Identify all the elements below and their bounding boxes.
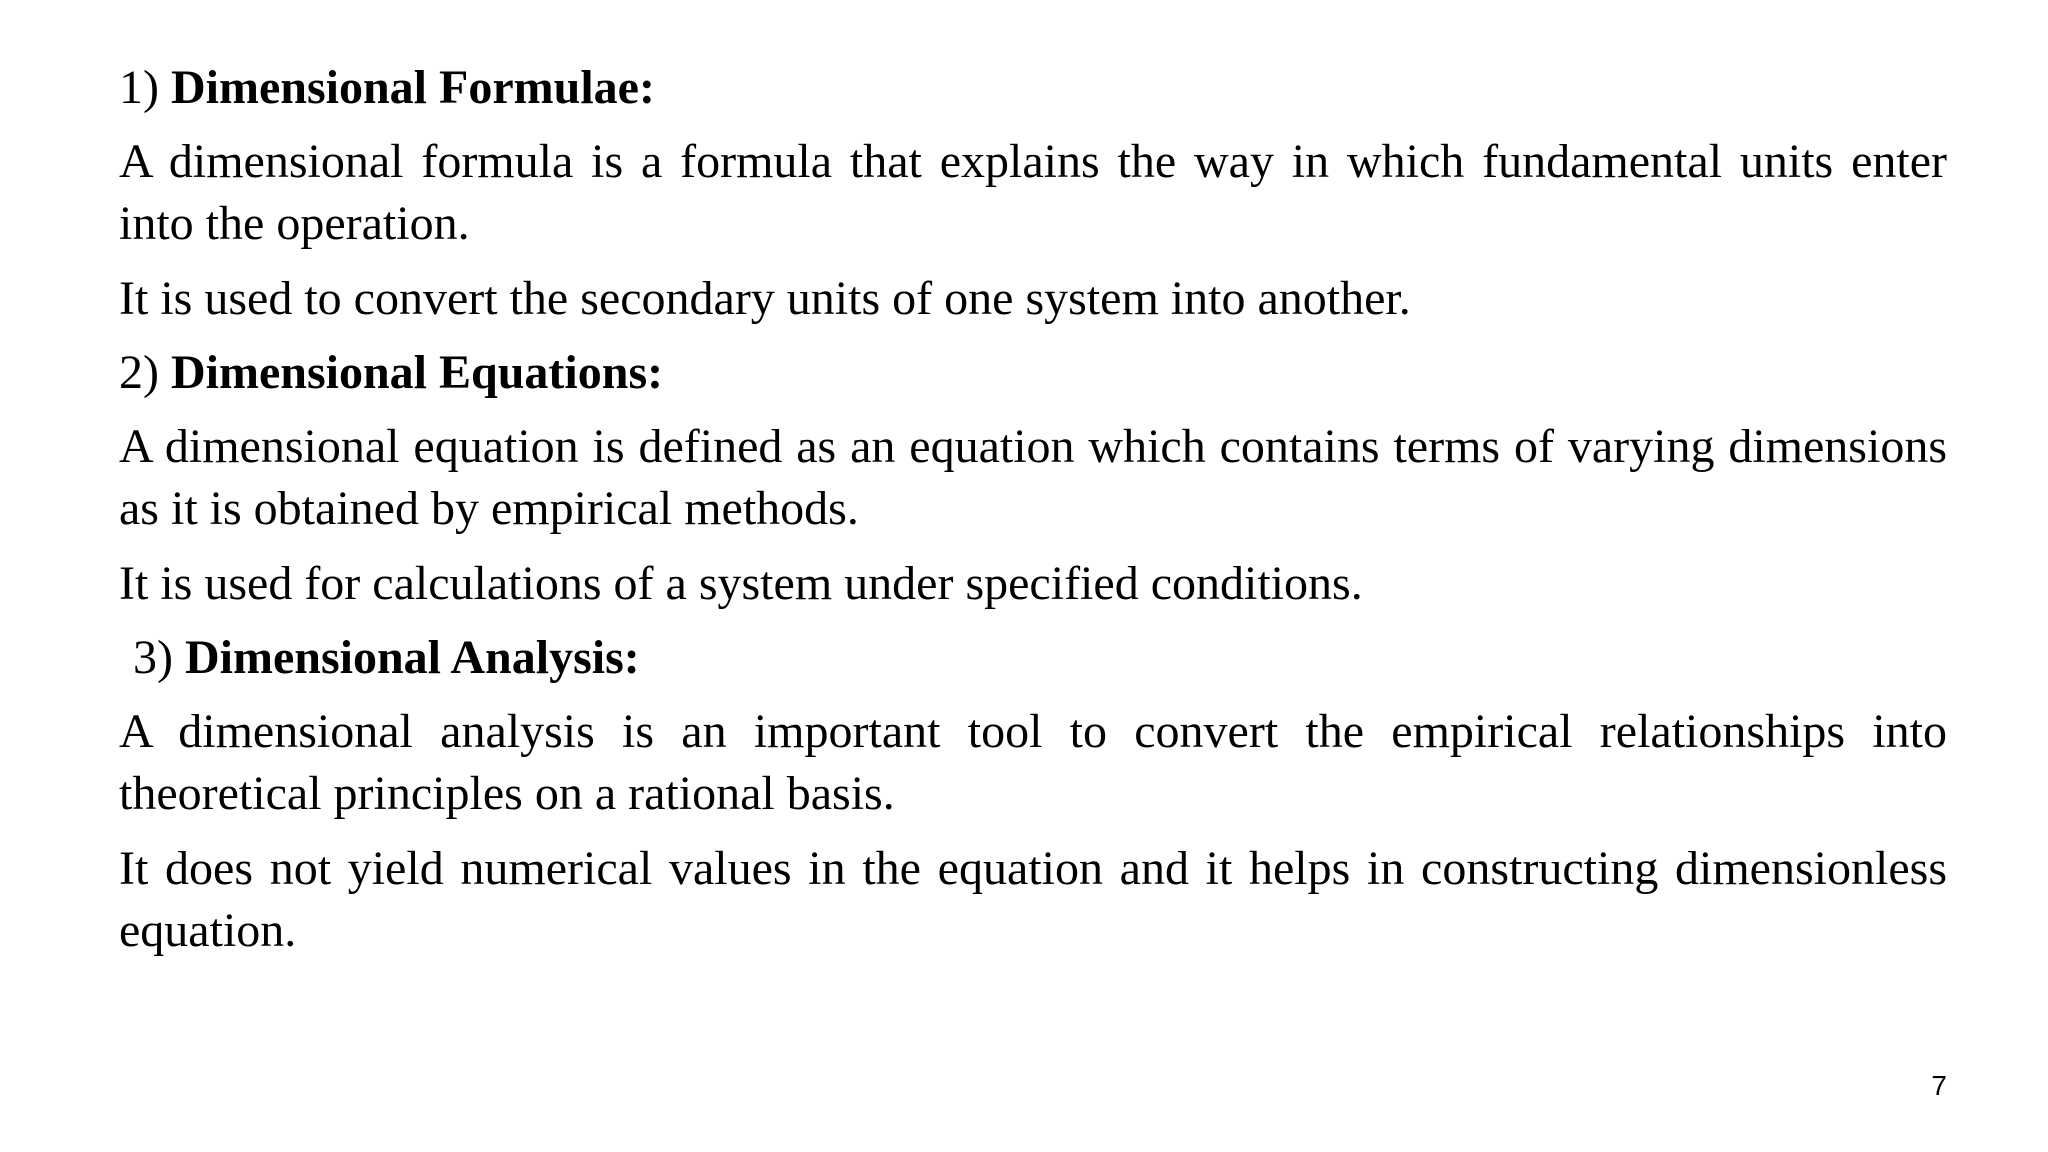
section-paragraph: It does not yield numerical values in the equation and it helps in constructing dimensionless equation. bbox=[119, 842, 1947, 957]
section-heading-dimensional-analysis bbox=[119, 627, 1961, 689]
section-paragraph: It is used for calculations of a system under specified conditions. bbox=[119, 557, 1363, 610]
section-number: 1) bbox=[119, 61, 159, 114]
section-title: Dimensional Formulae: bbox=[170, 61, 655, 114]
section-paragraph: A dimensional analysis is an important tool to convert the empirical relationships into theoretical principles on a rational basis. bbox=[119, 705, 1947, 820]
section-number: 2) bbox=[119, 346, 159, 399]
section-paragraph: A dimensional equation is defined as an equation which contains terms of varying dimensions as it is obtained by empirical methods. bbox=[119, 420, 1947, 535]
section-paragraph: It is used to convert the secondary units of one system into another. bbox=[119, 272, 1411, 325]
section-title: Dimensional Equations: bbox=[170, 346, 664, 399]
section-number: 3) bbox=[133, 631, 173, 684]
section-title: Dimensional Analysis: bbox=[184, 631, 640, 684]
section-heading-dimensional-formulae bbox=[119, 57, 1947, 119]
page-number: 7 bbox=[1931, 1070, 1947, 1101]
section-paragraph: A dimensional formula is a formula that explains the way in which fundamental units enter into the operation. bbox=[119, 135, 1947, 250]
section-heading-dimensional-equations bbox=[119, 342, 1947, 404]
